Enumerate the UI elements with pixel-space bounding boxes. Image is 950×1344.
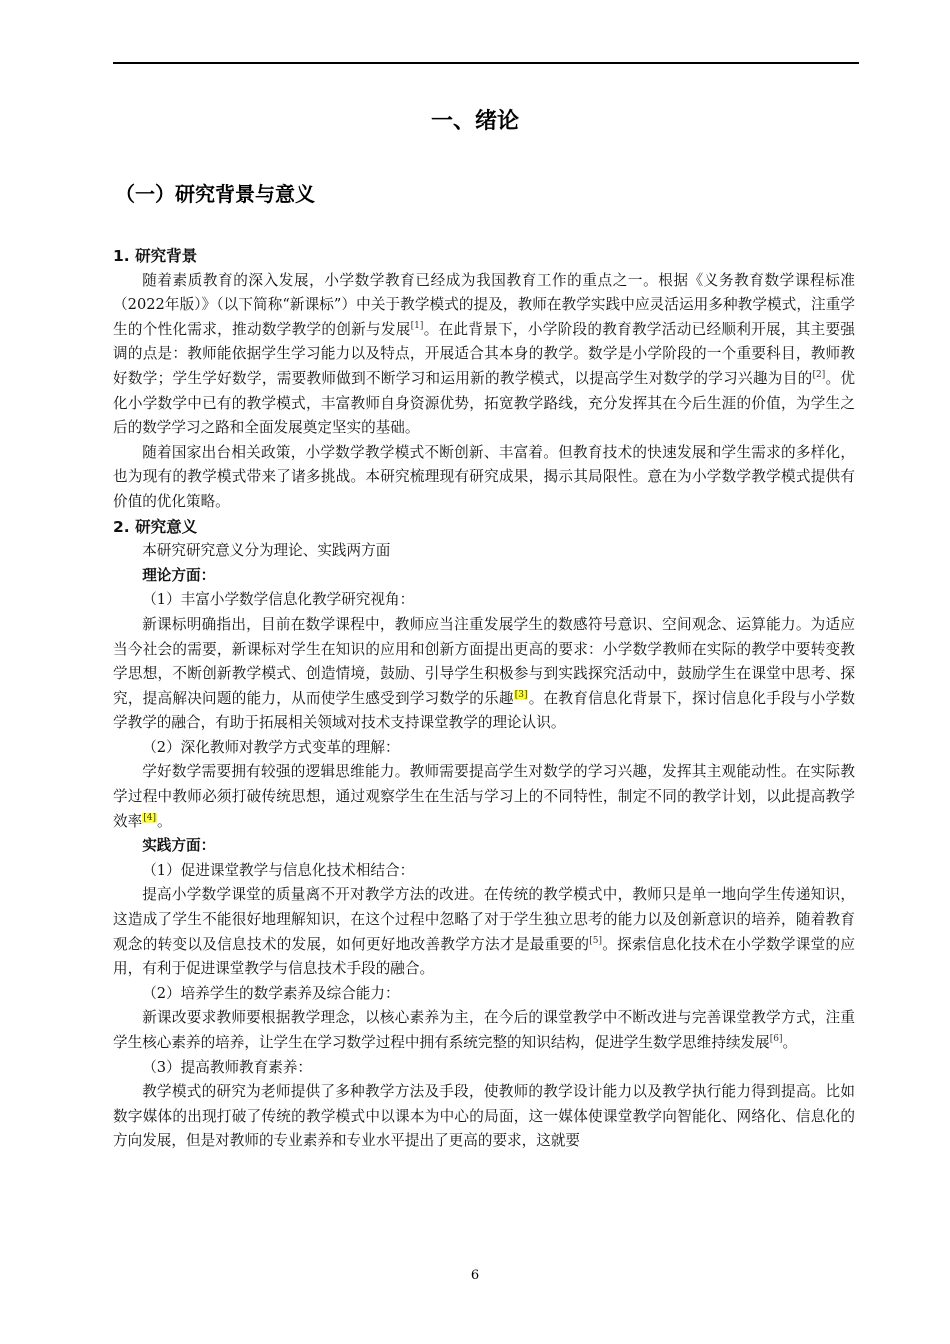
text-span: 。探索信息化技术在小学数学课堂的应用，有利于促进课堂教学与信息技术手段的融合。 [113, 935, 855, 978]
theory-point-2-text [113, 760, 855, 834]
theory-point-2-title: （2）深化教师对教学方式变革的理解： [142, 738, 400, 756]
practice-point-2-text [113, 1006, 855, 1055]
text-span: 。 [782, 1034, 798, 1051]
practice-point-1-text [113, 883, 855, 981]
practice-point-1-title: （1）促进课堂教学与信息化技术相结合： [142, 861, 415, 879]
text-span: 。在教育信息化背景下，探讨信息化手段与小学数学教学的融合，有助于拓展相关领域对技术支持课堂教学的理论认识。 [113, 689, 855, 732]
practice-label: 实践方面： [142, 837, 216, 855]
citation-4[interactable]: [4] [143, 812, 156, 823]
significance-intro: 本研究研究意义分为理论、实践两方面 [142, 542, 391, 560]
text-span: 提高小学数学课堂的质量离不开对教学方法的改进。在传统的教学模式中，教师只是单一地向学生传递知识，这造成了学生不能很好地理解知识，在这个过程中忽略了对于学生独立思考的能力以及创新意识的培养，随着教育观念的转变以及信息技术的发展，如何更好地改善教学方法才是最重要的 [113, 886, 855, 953]
subsection-heading-significance: 2. 研究意义 [113, 517, 198, 536]
chapter-title: 一、绪论 [430, 109, 519, 134]
citation-6[interactable]: [6] [769, 1034, 783, 1044]
text-span: 新课改要求教师要根据教学理念，以核心素养为主，在今后的课堂教学中不断改进与完善课堂教学方式，注重学生核心素养的培养，让学生在学习数学过程中拥有系统完整的知识结构，促进学生数学思维持续发展 [113, 1009, 855, 1051]
theory-point-1-title: （1）丰富小学数学信息化教学研究视角： [142, 591, 415, 609]
practice-point-3-text: 教学模式的研究为老师提供了多种教学方法及手段，使教师的教学设计能力以及教学执行能力得到提高。比如数字媒体的出现打破了传统的教学模式中以课本为中心的局面，这一媒体使课堂教学向智能化、网络化、信息化的方向发展，但是对教师的专业素养和专业水平提出了更高的要求，这就要 [113, 1083, 855, 1150]
theory-point-1-text [113, 613, 855, 736]
text-span: 。 [156, 812, 172, 830]
paragraph-background-2: 随着国家出台相关政策，小学数学教学模式不断创新、丰富着。但教育技术的快速发展和学生需求的多样化，也为现有的教学模式带来了诸多挑战。本研究梳理现有研究成果，揭示其局限性。意在为小学数学教学模式提供有价值的优化策略。 [113, 443, 855, 510]
text-span: 学好数学需要拥有较强的逻辑思维能力。教师需要提高学生对数学的学习兴趣，发挥其主观能动性。在实际教学过程中教师必须打破传统思想，通过观察学生在生活与学习上的不同特性，制定不同的教学计划，以此提高教学效率 [113, 763, 855, 830]
paragraph-background-1 [113, 269, 855, 441]
subsection-heading-background: 1. 研究背景 [113, 247, 198, 265]
citation-3[interactable]: [3] [514, 689, 528, 700]
body-text [113, 244, 855, 1154]
practice-point-2-title: （2）培养学生的数学素养及综合能力： [142, 984, 400, 1002]
page-number: 6 [470, 1268, 480, 1283]
theory-label: 理论方面： [142, 566, 216, 584]
text-span: 。优化小学数学中已有的教学模式，丰富教师自身资源优势，拓宽教学路线，充分发挥其在今后生涯的价值，为学生之后的数学学习之路和全面发展奠定坚实的基础。 [113, 369, 855, 437]
citation-5[interactable]: [5] [589, 935, 602, 946]
section-title: （一）研究背景与意义 [115, 182, 315, 206]
citation-1[interactable]: [1] [410, 320, 424, 331]
citation-2[interactable]: [2] [812, 369, 826, 380]
practice-point-3-title: （3）提高教师教育素养： [142, 1058, 313, 1076]
text-span: 。在此背景下，小学阶段的教育教学活动已经顺利开展，其主要强调的点是：教师能依据学生学习能力以及特点，开展适合其本身的教学。数学是小学阶段的一个重要科目，教师教好数学；学生学好数学，需要教师做到不断学习和运用新的教学模式，以提高学生对数学的学习兴趣为目的 [113, 320, 855, 387]
text-span: 随着素质教育的深入发展，小学数学教育已经成为我国教育工作的重点之一。根据《义务教育数学课程标准（2022年版）》（以下简称“新课标”）中关于教学模式的提及，教师在教学实践中应灵活运用多种教学模式，注重学生的个性化需求，推动数学教学的创新与发展 [113, 271, 855, 338]
header-rule [113, 62, 859, 64]
text-span: 新课标明确指出，目前在数学课程中，教师应当注重发展学生的数感符号意识、空间观念、运算能力。为适应当今社会的需要，新课标对学生在知识的应用和创新方面提出更高的要求：小学数学教师在实际的教学中要转变教学思想，不断创新教学模式、创造情境，鼓励、引导学生积极参与到实践探究活动中，鼓励学生在课堂中思考、探究，提高解决问题的能力，从而使学生感受到学习数学的乐趣 [113, 615, 855, 707]
